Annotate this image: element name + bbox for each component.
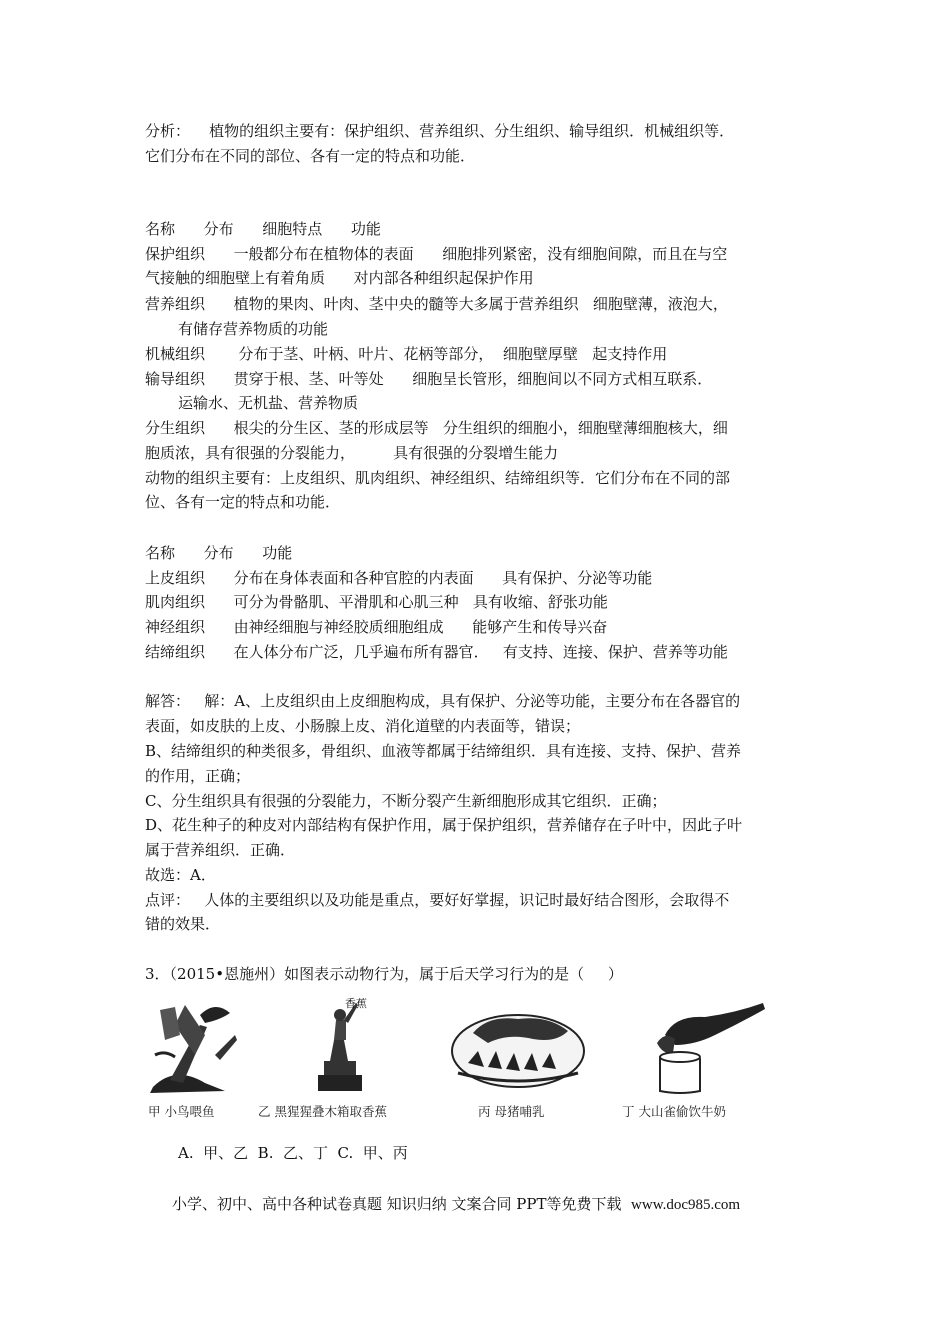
answer-line: 属于营养组织．正确． xyxy=(145,841,296,859)
figure-tit-drinking-milk xyxy=(645,995,770,1095)
caption-a: 甲 小鸟喂鱼 xyxy=(148,1104,215,1119)
answer-line: 故选：A． xyxy=(145,866,216,884)
plant-row: 营养组织 植物的果肉、叶肉、茎中央的髓等大多属于营养组织 细胞壁薄，液泡大， xyxy=(145,295,728,313)
answer-line: 点评： 人体的主要组织以及功能是重点，要好好掌握，识记时最好结合图形，会取得不 xyxy=(145,891,730,909)
answer-line: B、结缔组织的种类很多，骨组织、血液等都属于结缔组织．具有连接、支持、保护、营养 xyxy=(145,742,742,760)
label-banana: 香蕉 xyxy=(345,997,367,1010)
analysis-line-1: 分析： 植物的组织主要有：保护组织、营养组织、分生组织、输导组织．机械组织等． xyxy=(145,122,735,140)
animal-table-header: 名称 分布 功能 xyxy=(145,544,293,562)
answer-line: D、花生种子的种皮对内部结构有保护作用，属于保护组织，营养储存在子叶中，因此子叶 xyxy=(145,816,743,834)
caption-c: 丙 母猪哺乳 xyxy=(478,1104,545,1119)
footer-url[interactable]: www.doc985.com xyxy=(631,1197,741,1213)
question-3-options: A. 甲、乙 B. 乙、丁 C. 甲、丙 xyxy=(178,1144,408,1162)
plant-row: 保护组织 一般都分布在植物体的表面 细胞排列紧密，没有细胞间隙，而且在与空 xyxy=(145,245,728,263)
animal-intro-line-2: 位、各有一定的特点和功能． xyxy=(145,493,341,511)
plant-row: 有储存营养物质的功能 xyxy=(178,320,329,338)
footer xyxy=(172,1193,740,1214)
animal-intro-line-1: 动物的组织主要有：上皮组织、肌肉组织、神经组织、结缔组织等．它们分布在不同的部 xyxy=(145,469,731,487)
plant-row: 胞质浓，具有很强的分裂能力， 具有很强的分裂增生能力 xyxy=(145,444,559,462)
plant-row: 输导组织 贯穿于根、茎、叶等处 细胞呈长管形，细胞间以不同方式相互联系． xyxy=(145,370,713,388)
answer-line: 表面，如皮肤的上皮、小肠腺上皮、消化道壁的内表面等，错误； xyxy=(145,717,581,735)
answer-line: C、分生组织具有很强的分裂能力，不断分裂产生新细胞形成其它组织．正确； xyxy=(145,792,667,810)
figure-bird-feeding-fish xyxy=(145,995,245,1095)
animal-row: 上皮组织 分布在身体表面和各种官腔的内表面 具有保护、分泌等功能 xyxy=(145,569,653,587)
plant-row: 运输水、无机盐、营养物质 xyxy=(178,394,359,412)
animal-row: 肌肉组织 可分为骨骼肌、平滑肌和心肌三种 具有收缩、舒张功能 xyxy=(145,593,608,611)
animal-row: 神经组织 由神经细胞与神经胶质细胞组成 能够产生和传导兴奋 xyxy=(145,618,608,636)
plant-row: 分生组织 根尖的分生区、茎的形成层等 分生组织的细胞小，细胞壁薄细胞核大，细 xyxy=(145,419,728,437)
answer-line: 错的效果． xyxy=(145,915,221,933)
caption-d: 丁 大山雀偷饮牛奶 xyxy=(622,1104,726,1119)
answer-line: 解答： 解：A、上皮组织由上皮细胞构成，具有保护、分泌等功能，主要分布在各器官的 xyxy=(145,692,741,710)
animal-row: 结缔组织 在人体分布广泛，几乎遍布所有器官． 有支持、连接、保护、营养等功能 xyxy=(145,643,728,661)
caption-b: 乙 黑猩猩叠木箱取香蕉 xyxy=(258,1104,387,1119)
figure-chimp-stacking-boxes xyxy=(300,995,380,1095)
figure-sow-nursing xyxy=(448,1003,588,1091)
question-3-stem: 3．（2015•恩施州）如图表示动物行为，属于后天学习行为的是（ ） xyxy=(145,965,623,983)
plant-row: 气接触的细胞壁上有着角质 对内部各种组织起保护作用 xyxy=(145,269,534,287)
answer-line: 的作用，正确； xyxy=(145,767,251,785)
plant-row: 机械组织 分布于茎、叶柄、叶片、花柄等部分， 细胞壁厚壁 起支持作用 xyxy=(145,345,668,363)
footer-text: 小学、初中、高中各种试卷真题 知识归纳 文案合同 PPT等免费下载 xyxy=(172,1195,632,1213)
analysis-line-2: 它们分布在不同的部位、各有一定的特点和功能． xyxy=(145,147,476,165)
plant-table-header: 名称 分布 细胞特点 功能 xyxy=(145,220,381,238)
